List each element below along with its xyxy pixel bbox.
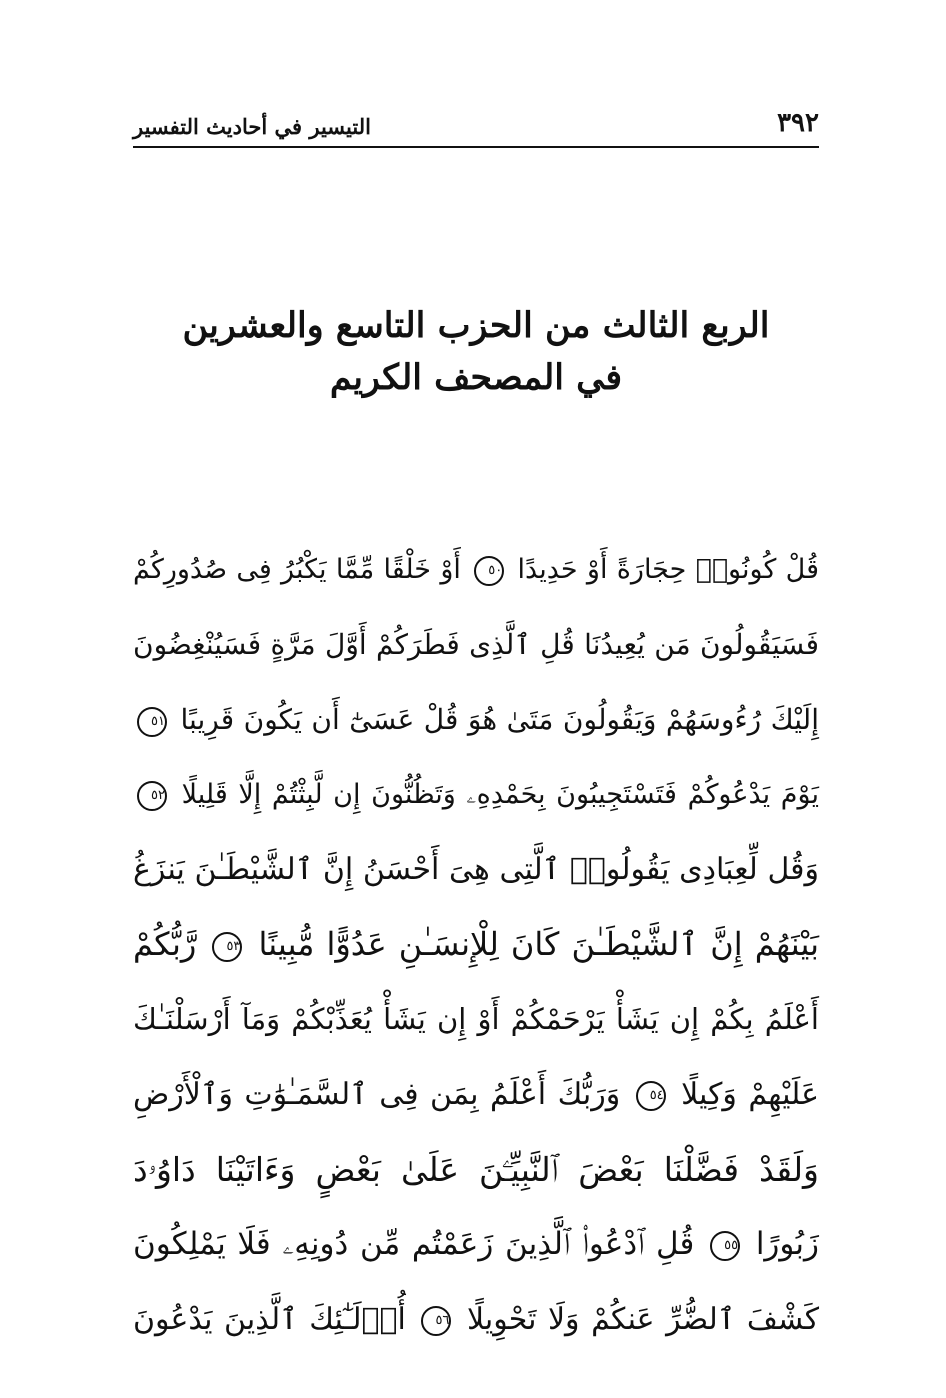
ayah-number-marker: ٥٢ [137,781,167,811]
ayah-number-marker: ٥٤ [636,1081,666,1111]
verse-text: فَسَيَقُولُونَ مَن يُعِيدُنَا قُلِ ٱلَّذِى فَطَرَكُمْ أَوَّلَ مَرَّةٍ فَسَيُنْغِضُونَ [133,628,819,661]
section-title [133,300,819,404]
ayah-number-marker: ٥٥ [710,1231,740,1261]
verse-line [133,1057,819,1132]
running-title: التيسير في أحاديث التفسير [133,114,371,139]
verse-text: قُلْ كُونُوا۟ حِجَارَةً أَوْ حَدِيدًا [517,554,819,585]
verse-text: أُو۟لَـٰٓئِكَ ٱلَّذِينَ يَدْعُونَ [133,1302,406,1337]
ayah-number-marker: ٥٣ [212,932,242,962]
verse-line [133,607,819,682]
verse-line [133,1282,819,1357]
verse-line [133,832,819,907]
page-number: ٣٩٢ [777,108,819,138]
verse-text: عَلَيْهِمْ وَكِيلًا [681,1077,819,1112]
ayah-number-marker: ٥٠ [474,556,504,586]
verse-text: يَوْمَ يَدْعُوكُمْ فَتَسْتَجِيبُونَ بِحَمْدِهِۦ وَتَظُنُّونَ إِن لَّبِثْتُمْ إِلَّا قَلِيلًا [181,779,819,810]
verse-text: رَّبُّكُمْ [133,925,197,963]
verse-text: أَوْ خَلْقًا مِّمَّا يَكْبُرُ فِى صُدُورِكُمْ [133,554,461,585]
verse-text: أَعْلَمُ بِكُمْ إِن يَشَأْ يَرْحَمْكُمْ أَوْ إِن يَشَأْ يُعَذِّبْكُمْ وَمَآ أَرْسَلْنَـٰكَ [133,1002,819,1036]
page-header [133,108,819,148]
section-title-line-2: في المصحف الكريم [329,357,623,398]
verse-text: وَلَقَدْ فَضَّلْنَا بَعْضَ ٱلنَّبِيِّـۧنَ عَلَىٰ بَعْضٍ وَءَاتَيْنَا دَاوُۥدَ [133,1150,819,1189]
verse-text: بَيْنَهُمْ إِنَّ ٱلشَّيْطَـٰنَ كَانَ لِلْإِنسَـٰنِ عَدُوًّا مُّبِينًا [258,925,820,963]
verse-text: قُلِ ٱدْعُوا۟ ٱلَّذِينَ زَعَمْتُم مِّن دُونِهِۦ فَلَا يَمْلِكُونَ [133,1226,695,1262]
header-rule [133,146,819,148]
verse-line [133,757,819,832]
verse-line [133,907,819,982]
verse-line [133,682,819,757]
quran-verses [133,532,819,1357]
verse-text: وَقُل لِّعِبَادِى يَقُولُوا۟ ٱلَّتِى هِىَ أَحْسَنُ إِنَّ ٱلشَّيْطَـٰنَ يَنزَغُ [133,852,819,887]
ayah-number-marker: ٥٦ [421,1306,451,1336]
ayah-number-marker: ٥١ [137,707,167,737]
verse-text: وَرَبُّكَ أَعْلَمُ بِمَن فِى ٱلسَّمَـٰوَٰتِ وَٱلْأَرْضِ [133,1077,621,1112]
verse-text: زَبُورًا [755,1226,820,1262]
verse-line [133,1132,819,1207]
section-title-line-1: الربع الثالث من الحزب التاسع والعشرين [182,305,770,346]
verse-line [133,982,819,1057]
verse-line [133,1207,819,1282]
verse-text: كَشْفَ ٱلضُّرِّ عَنكُمْ وَلَا تَحْوِيلًا [466,1302,820,1337]
verse-line [133,532,819,607]
verse-text: إِلَيْكَ رُءُوسَهُمْ وَيَقُولُونَ مَتَىٰ هُوَ قُلْ عَسَىٰٓ أَن يَكُونَ قَرِيبًا [180,703,819,736]
